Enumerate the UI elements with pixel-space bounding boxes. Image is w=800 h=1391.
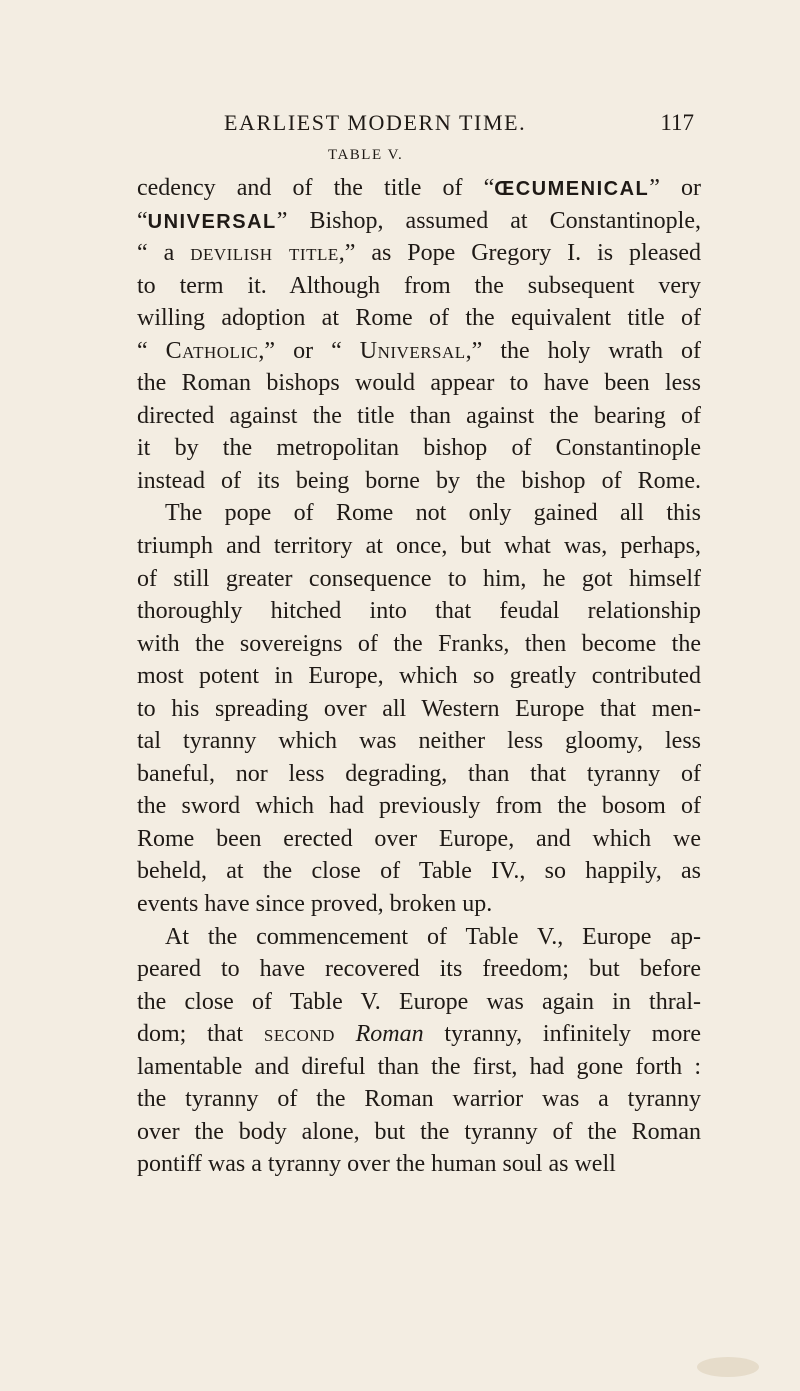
text-segment: to term it. Although from the subsequent very <box>137 272 701 299</box>
text-line <box>137 1148 701 1181</box>
text-segment: ,” or “ <box>258 337 360 364</box>
text-segment: tyranny, infinitely more <box>423 1021 701 1048</box>
text-line <box>137 400 701 433</box>
text-line <box>137 172 701 205</box>
text-segment: ,” the holy wrath of <box>465 337 701 364</box>
text-line <box>137 595 701 628</box>
text-segment <box>335 1021 356 1047</box>
text-line <box>137 855 701 888</box>
text-segment: ” or <box>649 175 701 201</box>
text-segment: willing adoption at Rome of the equivalent title of <box>137 305 701 332</box>
text-segment: with the sovereigns of the Franks, then become the <box>137 630 701 657</box>
text-segment: “ <box>137 337 166 364</box>
text-small-caps: second <box>263 1021 335 1048</box>
text-line <box>137 465 701 498</box>
table-signature: TABLE V. <box>328 147 404 163</box>
text-line <box>137 367 701 400</box>
paper-stain <box>697 1357 759 1377</box>
text-segment: triumph and territory at once, but what was, perhaps, <box>137 533 701 560</box>
text-segment: tal tyranny which was neither less gloomy, less <box>137 728 701 755</box>
text-segment: directed against the title than against the bearing of <box>137 402 701 429</box>
text-line <box>137 953 701 986</box>
text-line <box>137 1083 701 1116</box>
text-segment: to his spreading over all Western Europe that men- <box>137 695 701 722</box>
text-segment: At the commencement of Table V., Europe ap- <box>165 923 701 950</box>
text-line <box>137 823 701 856</box>
text-segment: the close of Table V. Europe was again in thral- <box>137 988 701 1015</box>
text-line <box>137 432 701 465</box>
text-segment: the Roman bishops would appear to have been less <box>137 370 701 397</box>
text-segment: ,” as Pope Gregory I. is pleased <box>338 240 701 267</box>
text-line <box>137 1116 701 1149</box>
text-segment: pontiff was a tyranny over the human soul as well <box>137 1151 616 1178</box>
text-line <box>137 693 701 726</box>
text-segment: peared to have recovered its freedom; but before <box>137 956 701 983</box>
text-line <box>137 497 701 530</box>
text-line <box>137 758 701 791</box>
text-segment: of still greater consequence to him, he got himself <box>137 565 701 592</box>
text-segment: dom; that <box>137 1021 264 1048</box>
text-line <box>137 725 701 758</box>
text-segment: cedency and of the title of “ <box>137 175 495 201</box>
text-line <box>137 335 701 368</box>
text-segment: events have since proved, broken up. <box>137 891 493 918</box>
text-line <box>137 790 701 823</box>
text-segment: most potent in Europe, which so greatly contributed <box>137 663 701 690</box>
text-segment: beheld, at the close of Table IV., so happily, as <box>137 858 701 885</box>
body-text <box>137 172 701 1181</box>
text-segment: ” Bishop, assumed at Constantinople, <box>276 207 701 234</box>
text-small-caps: Catholic <box>165 337 259 364</box>
text-sans-caps: ŒCUMENICAL <box>494 178 650 200</box>
text-italic: Roman <box>355 1021 424 1048</box>
text-line <box>137 660 701 693</box>
text-segment: the tyranny of the Roman warrior was a tyranny <box>137 1086 701 1113</box>
text-line <box>137 628 701 661</box>
text-sans-caps: UNIVERSAL <box>147 210 277 233</box>
text-line <box>137 270 701 303</box>
text-line <box>137 302 701 335</box>
text-line <box>137 1051 701 1084</box>
text-line <box>137 888 701 921</box>
text-small-caps: devilish title <box>190 240 339 267</box>
text-segment: “ a <box>137 240 191 267</box>
text-segment: the sword which had previously from the bosom of <box>137 793 701 820</box>
text-line <box>137 921 701 954</box>
text-segment: lamentable and direful than the first, had gone forth : <box>137 1053 701 1080</box>
text-line <box>137 563 701 596</box>
text-line <box>137 1018 701 1051</box>
text-segment: over the body alone, but the tyranny of the Roman <box>137 1118 701 1145</box>
text-line <box>137 205 701 238</box>
text-segment: Rome been erected over Europe, and which we <box>137 825 701 852</box>
running-title: EARLIEST MODERN TIME. <box>224 110 527 135</box>
text-segment: The pope of Rome not only gained all this <box>165 500 701 527</box>
running-head <box>224 110 694 144</box>
text-segment: it by the metropolitan bishop of Constantinople <box>137 435 701 462</box>
text-line <box>137 986 701 1019</box>
text-segment: instead of its being borne by the bishop of Rome. <box>137 467 701 494</box>
text-segment: thoroughly hitched into that feudal relationship <box>137 598 701 625</box>
text-line <box>137 237 701 270</box>
page-number: 117 <box>660 110 694 135</box>
text-line <box>137 530 701 563</box>
text-segment: baneful, nor less degrading, than that tyranny of <box>137 760 701 787</box>
text-small-caps: Universal <box>359 337 466 364</box>
text-segment: “ <box>137 207 148 234</box>
